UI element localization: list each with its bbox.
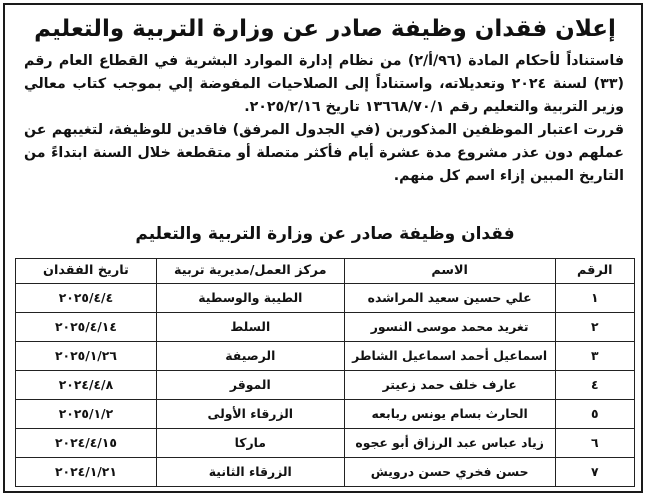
notice-paragraph-1: فاستناداً لأحكام المادة (٩٦/أ/٢) من نظام إدارة الموارد البشرية في القطاع العام رقم (٣٣) لسنة ٢٠٢٤ وتعديلاته، واستناداً إلى الصلاحيات المفوضة إلي بموجب كتاب معالي وزير التربية والتعليم رقم ١٣٦٦٨/٧٠/١ تاريخ ٢٠٢٥/٢/١٦. <box>24 53 625 115</box>
row-name: عارف خلف حمد زعيتر <box>344 371 555 400</box>
table-title: فقدان وظيفة صادر عن وزارة التربية والتعليم <box>135 224 515 244</box>
header-number: الرقم <box>555 259 634 284</box>
header-date: تاريخ الفقدان <box>16 259 157 284</box>
employees-table <box>15 258 635 487</box>
row-directorate: الطيبة والوسطية <box>156 284 344 313</box>
header-directorate: مركز العمل/مديرية تربية <box>156 259 344 284</box>
notice-section <box>12 16 638 188</box>
row-number: ٧ <box>555 458 634 487</box>
row-number: ٥ <box>555 400 634 429</box>
row-directorate: ماركا <box>156 429 344 458</box>
row-date: ٢٠٢٤/٤/١٥ <box>16 429 157 458</box>
row-date: ٢٠٢٥/٤/٤ <box>16 284 157 313</box>
table-row <box>16 342 635 371</box>
row-name: حسن فخري حسن درويش <box>344 458 555 487</box>
row-date: ٢٠٢٤/١/٢١ <box>16 458 157 487</box>
row-directorate: الموقر <box>156 371 344 400</box>
row-date: ٢٠٢٤/٤/٨ <box>16 371 157 400</box>
row-directorate: الرصيفة <box>156 342 344 371</box>
row-date: ٢٠٢٥/١/٢٦ <box>16 342 157 371</box>
table-row <box>16 313 635 342</box>
header-name: الاسم <box>344 259 555 284</box>
row-directorate: السلط <box>156 313 344 342</box>
table-row <box>16 400 635 429</box>
row-name: اسماعيل أحمد اسماعيل الشاطر <box>344 342 555 371</box>
notice-paragraph-2: قررت اعتبار الموظفين المذكورين (في الجدول المرفق) فاقدين للوظيفة، لتغيبهم عن عملهم دون عذر مشروع مدة عشرة أيام فأكثر متصلة أو متقطعة خلال السنة ابتداءً من التاريخ المبين إزاء اسم كل منهم. <box>24 122 624 184</box>
table-row <box>16 284 635 313</box>
table-row <box>16 371 635 400</box>
row-number: ٦ <box>555 429 634 458</box>
table-row <box>16 458 635 487</box>
notice-body <box>24 50 624 188</box>
row-number: ١ <box>555 284 634 313</box>
row-date: ٢٠٢٥/٤/١٤ <box>16 313 157 342</box>
table-header-row <box>16 259 635 284</box>
row-name: زياد عباس عبد الرزاق أبو عجوه <box>344 429 555 458</box>
row-directorate: الزرقاء الأولى <box>156 400 344 429</box>
row-date: ٢٠٢٥/١/٢ <box>16 400 157 429</box>
row-directorate: الزرقاء الثانية <box>156 458 344 487</box>
notice-title: إعلان فقدان وظيفة صادر عن وزارة التربية والتعليم <box>34 16 616 42</box>
row-number: ٤ <box>555 371 634 400</box>
row-name: الحارث بسام يونس ربابعه <box>344 400 555 429</box>
row-name: علي حسين سعيد المراشده <box>344 284 555 313</box>
row-number: ٢ <box>555 313 634 342</box>
row-name: تغريد محمد موسى النسور <box>344 313 555 342</box>
table-row <box>16 429 635 458</box>
row-number: ٣ <box>555 342 634 371</box>
